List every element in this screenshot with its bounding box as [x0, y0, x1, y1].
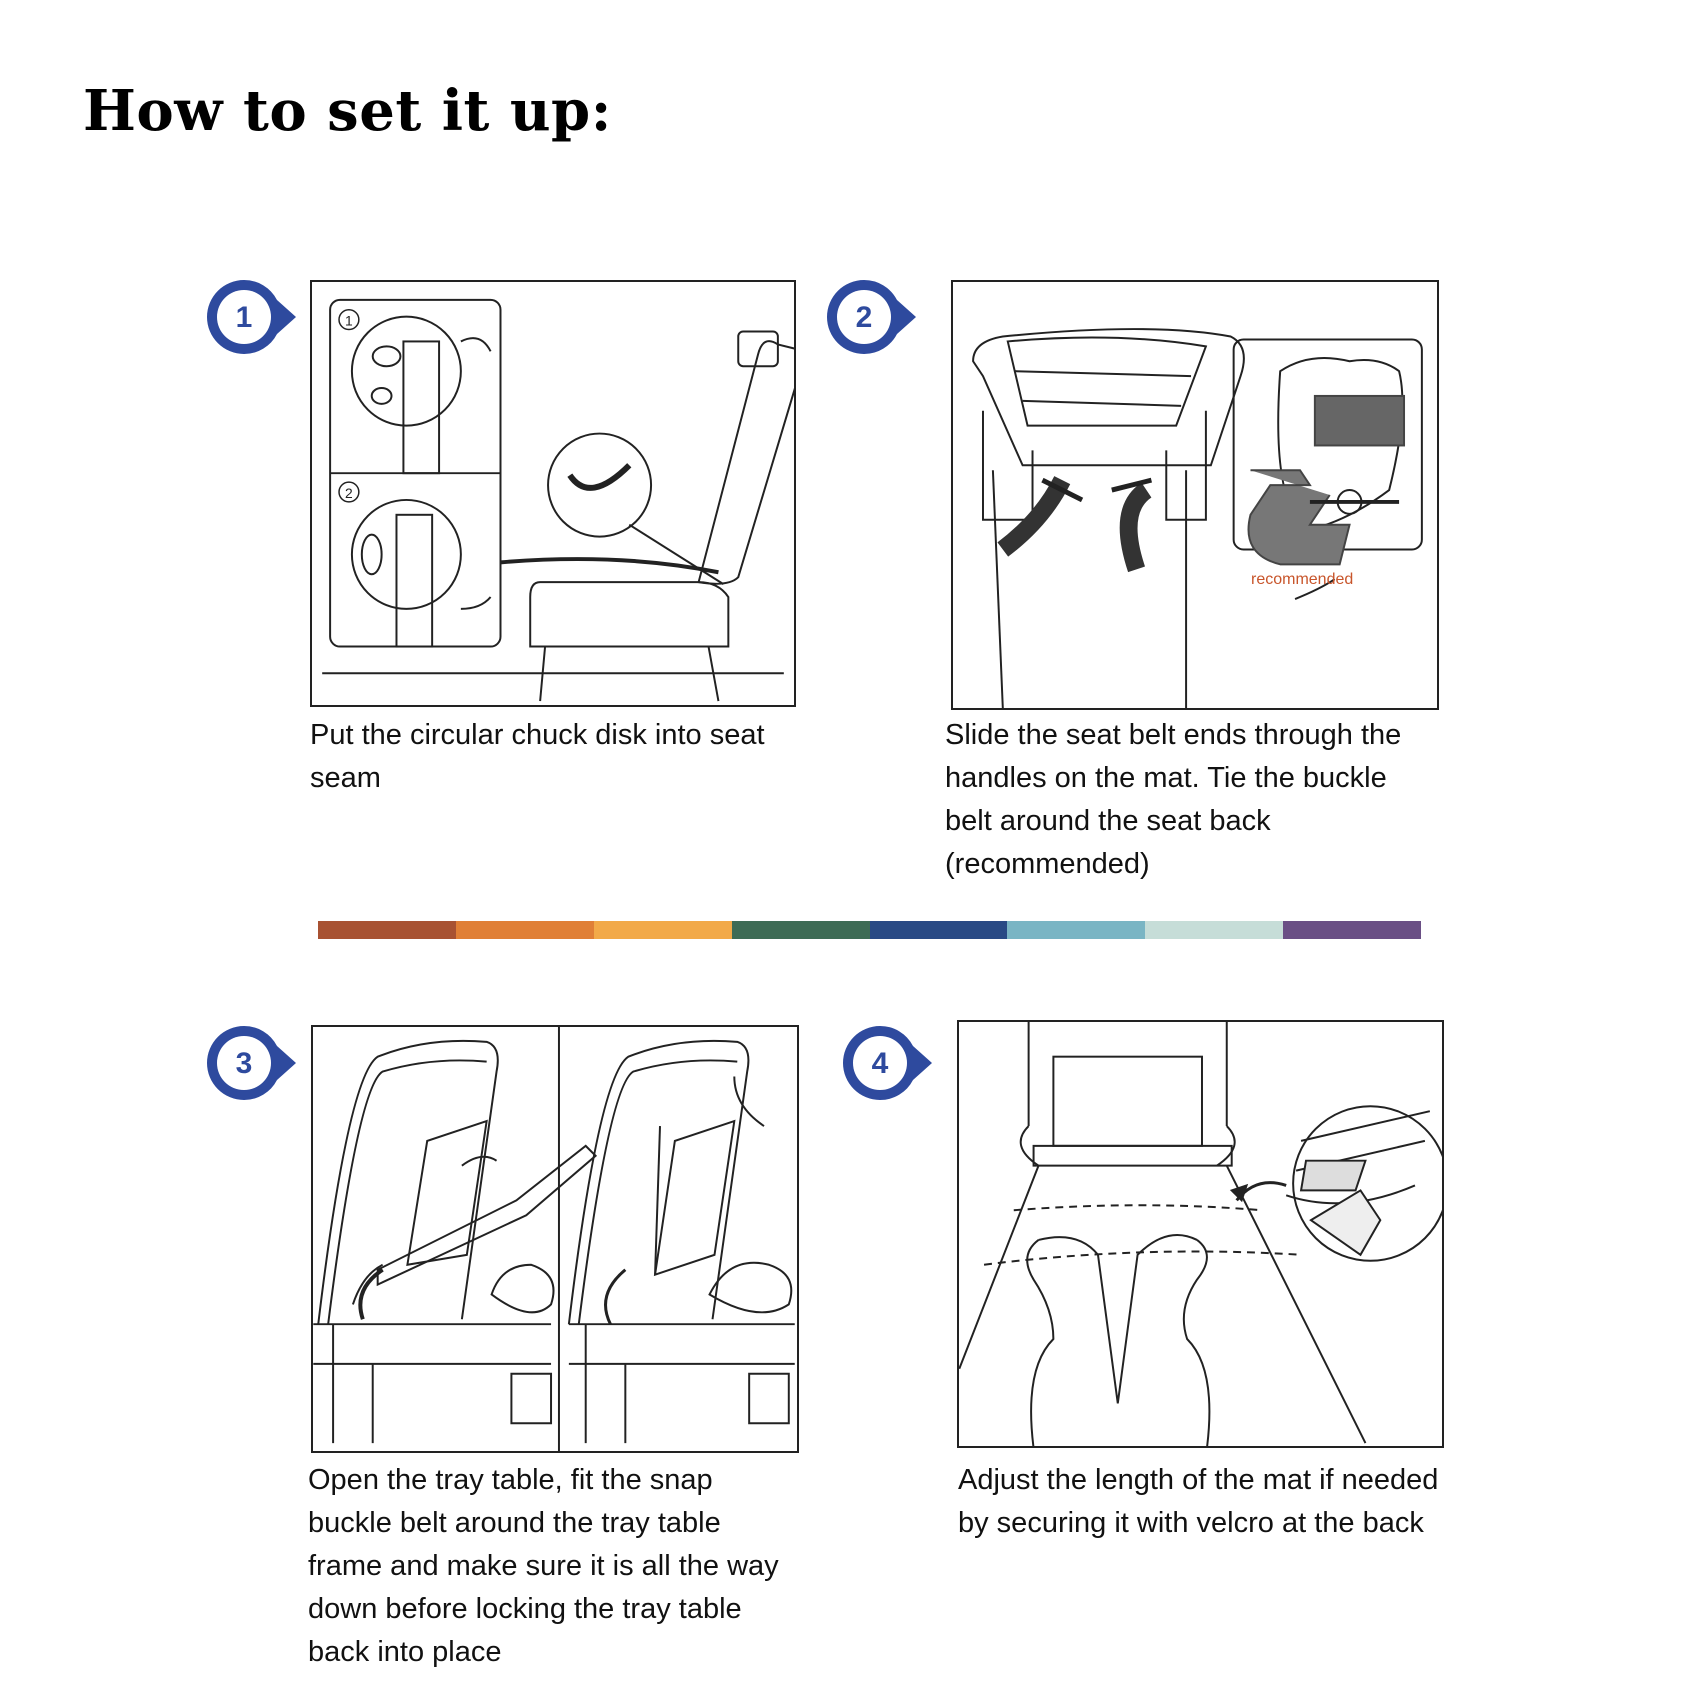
stripe-segment: [1007, 921, 1145, 939]
page-title: How to set it up:: [83, 78, 612, 144]
stripe-segment: [870, 921, 1008, 939]
stripe-segment: [1145, 921, 1283, 939]
color-divider: [318, 921, 1421, 939]
step-3-illustration: [311, 1025, 799, 1453]
stripe-segment: [594, 921, 732, 939]
stripe-segment: [456, 921, 594, 939]
step-3-badge: [202, 1018, 302, 1108]
step-1-illustration: [310, 280, 796, 707]
recommended-label: recommended: [1251, 571, 1354, 588]
inset-number-2: 2: [345, 484, 353, 501]
step-1-caption: Put the circular chuck disk into seat seam: [310, 719, 765, 794]
step-1-number: 1: [235, 301, 253, 334]
step-3-caption: Open the tray table, fit the snap buckle belt around the tray table frame and make sure it is all the way down before locking the tray table back into place: [308, 1464, 779, 1668]
step-4-illustration: [957, 1020, 1444, 1448]
stripe-segment: [1283, 921, 1421, 939]
step-4-badge: [838, 1018, 938, 1108]
step-3-number: 3: [235, 1047, 253, 1080]
step-2-number: 2: [855, 301, 873, 334]
stripe-segment: [732, 921, 870, 939]
step-2-caption: Slide the seat belt ends through the handles on the mat. Tie the buckle belt around the seat back (recommended): [945, 719, 1402, 880]
step-1-badge: [202, 272, 302, 362]
step-4-number: 4: [871, 1047, 889, 1080]
stripe-segment: [318, 921, 456, 939]
step-2-badge: [822, 272, 922, 362]
step-2-illustration: [951, 280, 1439, 710]
step-4-caption: Adjust the length of the mat if needed by securing it with velcro at the back: [958, 1464, 1439, 1539]
inset-number-1: 1: [345, 312, 353, 329]
